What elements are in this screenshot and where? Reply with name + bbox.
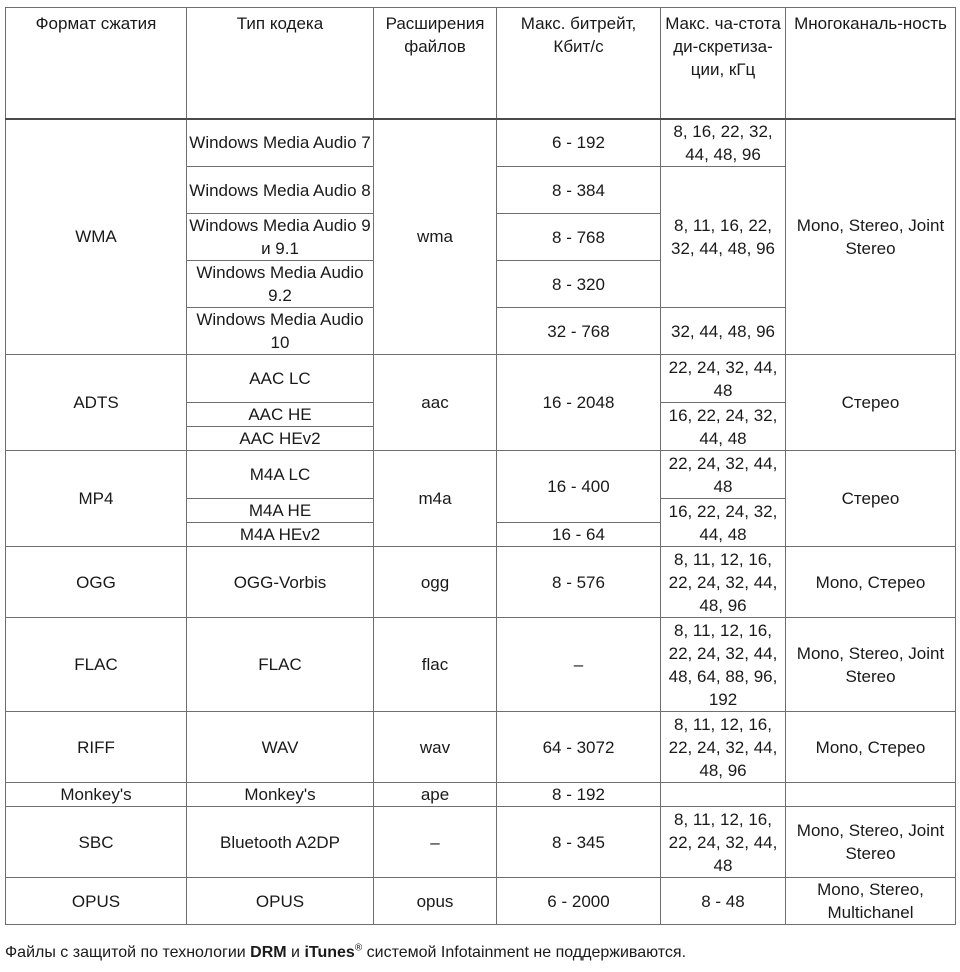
codec-cell: OGG-Vorbis [187,547,374,618]
codec-cell: AAC LC [187,355,374,403]
frequency-cell: 22, 24, 32, 44, 48 [661,451,786,499]
bitrate-cell: 8 - 320 [497,261,661,308]
footnote-itunes: iTunes [304,944,355,961]
frequency-cell: 16, 22, 24, 32, 44, 48 [661,403,786,451]
header-max-sampling-rate: Макс. ча-стота ди-скретиза-ции, кГц [661,8,786,119]
bitrate-cell: 6 - 192 [497,119,661,167]
frequency-cell: 8, 11, 12, 16, 22, 24, 32, 44, 48, 96 [661,547,786,618]
channels-cell: Стерео [786,355,956,451]
bitrate-cell: 16 - 400 [497,451,661,523]
header-multichannel: Многоканаль-ность [786,8,956,119]
frequency-cell: 8, 11, 12, 16, 22, 24, 32, 44, 48 [661,807,786,878]
bitrate-cell: 8 - 576 [497,547,661,618]
bitrate-cell: 16 - 2048 [497,355,661,451]
bitrate-cell: 64 - 3072 [497,712,661,783]
codec-support-table [5,7,956,925]
frequency-cell: 32, 44, 48, 96 [661,308,786,355]
header-format: Формат сжатия [6,8,187,119]
table-header-row [6,8,956,119]
channels-cell [786,783,956,807]
codec-cell: Windows Media Audio 8 [187,167,374,214]
channels-cell: Mono, Stereo, Joint Stereo [786,119,956,355]
table-row [6,712,956,783]
frequency-cell [661,783,786,807]
format-cell: OGG [6,547,187,618]
channels-cell: Mono, Stereo, Multichanel [786,878,956,925]
bitrate-cell: 32 - 768 [497,308,661,355]
bitrate-cell: 8 - 192 [497,783,661,807]
registered-mark: ® [354,942,363,954]
format-cell: ADTS [6,355,187,451]
table-row [6,119,956,167]
bitrate-cell: 8 - 345 [497,807,661,878]
table-row [6,783,956,807]
codec-cell: Bluetooth A2DP [187,807,374,878]
footnote-suffix: системой Infotainment не поддерживаются. [366,944,687,961]
table-row [6,451,956,499]
extension-cell: flac [374,618,497,712]
extension-cell: wma [374,119,497,355]
codec-cell: Windows Media Audio 7 [187,119,374,167]
channels-cell: Mono, Стерео [786,547,956,618]
footnote-prefix: Файлы с защитой по технологии [5,944,246,961]
extension-cell: aac [374,355,497,451]
extension-cell: wav [374,712,497,783]
codec-cell: Windows Media Audio 9.2 [187,261,374,308]
header-file-extensions: Расширения файлов [374,8,497,119]
codec-cell: OPUS [187,878,374,925]
drm-footnote [5,943,686,963]
format-cell: SBC [6,807,187,878]
format-cell: Monkey's [6,783,187,807]
frequency-cell: 8, 16, 22, 32, 44, 48, 96 [661,119,786,167]
codec-cell: Windows Media Audio 9 и 9.1 [187,214,374,261]
codec-cell: WAV [187,712,374,783]
extension-cell: – [374,807,497,878]
header-codec-type: Тип кодека [187,8,374,119]
table-row [6,618,956,712]
extension-cell: m4a [374,451,497,547]
codec-cell: M4A LC [187,451,374,499]
table-row [6,547,956,618]
extension-cell: ogg [374,547,497,618]
channels-cell: Стерео [786,451,956,547]
frequency-cell: 16, 22, 24, 32, 44, 48 [661,499,786,547]
channels-cell: Mono, Stereo, Joint Stereo [786,807,956,878]
format-cell: OPUS [6,878,187,925]
table-row [6,807,956,878]
table-row [6,878,956,925]
header-max-bitrate: Макс. битрейт, Кбит/с [497,8,661,119]
footnote-and: и [291,944,300,961]
bitrate-cell: 8 - 384 [497,167,661,214]
frequency-cell: 22, 24, 32, 44, 48 [661,355,786,403]
codec-cell: FLAC [187,618,374,712]
codec-cell: AAC HE [187,403,374,427]
channels-cell: Mono, Стерео [786,712,956,783]
table-row [6,355,956,403]
channels-cell: Mono, Stereo, Joint Stereo [786,618,956,712]
format-cell: WMA [6,119,187,355]
frequency-cell: 8, 11, 12, 16, 22, 24, 32, 44, 48, 64, 88, 96, 192 [661,618,786,712]
codec-cell: M4A HE [187,499,374,523]
codec-cell: Monkey's [187,783,374,807]
frequency-cell: 8, 11, 12, 16, 22, 24, 32, 44, 48, 96 [661,712,786,783]
footnote-drm: DRM [250,944,287,961]
format-cell: RIFF [6,712,187,783]
format-cell: MP4 [6,451,187,547]
format-cell: FLAC [6,618,187,712]
extension-cell: ape [374,783,497,807]
bitrate-cell: 8 - 768 [497,214,661,261]
bitrate-cell: – [497,618,661,712]
codec-cell: AAC HEv2 [187,427,374,451]
bitrate-cell: 16 - 64 [497,523,661,547]
extension-cell: opus [374,878,497,925]
frequency-cell: 8 - 48 [661,878,786,925]
codec-cell: Windows Media Audio 10 [187,308,374,355]
bitrate-cell: 6 - 2000 [497,878,661,925]
codec-cell: M4A HEv2 [187,523,374,547]
frequency-cell: 8, 11, 16, 22, 32, 44, 48, 96 [661,167,786,308]
